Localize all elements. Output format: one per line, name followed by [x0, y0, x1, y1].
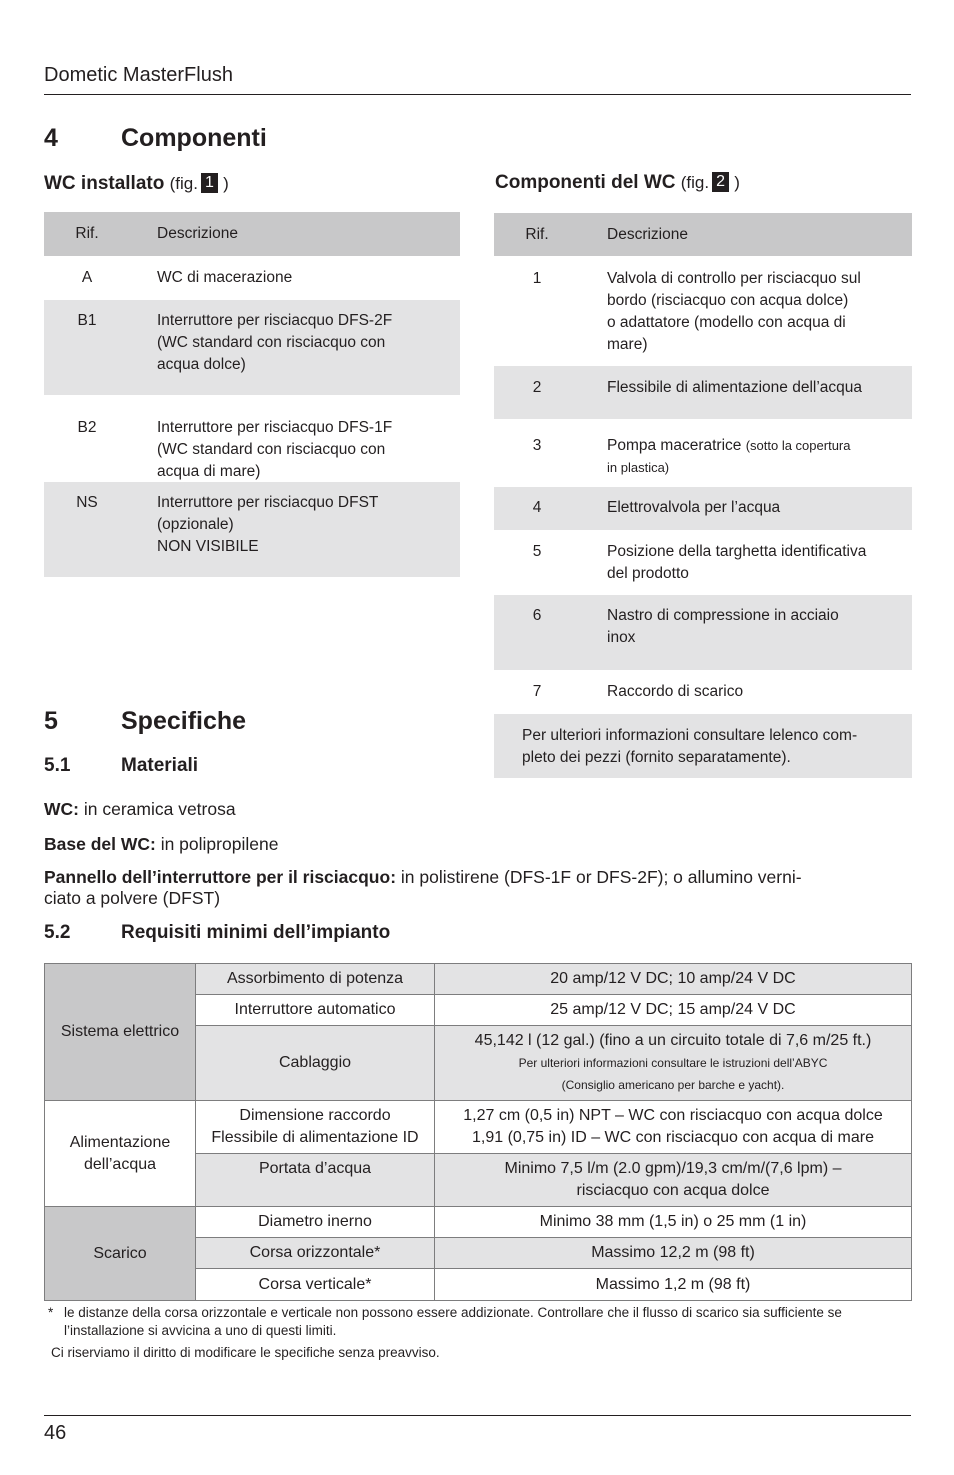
table-header — [494, 213, 912, 256]
spec-value: 45,142 l (12 gal.) (fino a un circuito totale di 7,6 m/25 ft.) Per ulteriori informazioni consultare le istruzioni dell’ABYC (Consiglio americano per barche e yacht). — [435, 1026, 912, 1101]
row-desc: Valvola di controllo per risciacquo sul bordo (risciacquo con acqua dolce) o adattatore (modello con acqua di mare) — [607, 270, 861, 353]
table-row — [494, 670, 912, 714]
spec-label: Dimensione raccordo Flessibile di alimentazione ID — [196, 1101, 435, 1154]
table-row — [494, 366, 912, 419]
fig-prefix: (fig. — [169, 174, 198, 193]
fig-prefix: (fig. — [680, 173, 710, 192]
row-ref: 5 — [532, 543, 542, 560]
table-row — [494, 487, 912, 530]
table-row — [45, 1207, 912, 1238]
footer-rule — [44, 1415, 911, 1416]
spec-label: Corsa orizzontale* — [196, 1238, 435, 1269]
subsection-5-2-heading: 5.2 Requisiti minimi dell’impianto — [44, 922, 391, 943]
table-row — [494, 256, 912, 366]
row-ref: B1 — [77, 312, 97, 329]
parts-heading — [495, 172, 740, 194]
installed-title: WC installato — [44, 173, 165, 194]
fig-suffix: ) — [734, 173, 740, 192]
spec-value: Massimo 12,2 m (98 ft) — [435, 1238, 912, 1269]
table-row — [44, 395, 460, 482]
row-ref: 1 — [532, 270, 542, 287]
row-desc: WC di macerazione — [157, 269, 293, 286]
row-desc: Nastro di compressione in acciaio inox — [607, 607, 839, 646]
installed-heading — [44, 173, 229, 195]
spec-value: Massimo 1,2 m (98 ft) — [435, 1269, 912, 1301]
row-ref: NS — [76, 494, 98, 511]
section-number: 5 — [44, 707, 58, 735]
specs-table — [44, 963, 912, 1301]
col-desc: Descrizione — [157, 225, 238, 242]
row-desc: Posizione della targhetta identificativa del prodotto — [607, 543, 867, 582]
spec-value: Minimo 7,5 l/m (2.0 gpm)/19,3 cm/m/(7,6 lpm) – risciacquo con acqua dolce — [435, 1154, 912, 1207]
group-drain: Scarico — [45, 1207, 196, 1301]
table-row — [45, 964, 912, 995]
table-row — [494, 530, 912, 595]
row-desc: Interruttore per risciacquo DFS-1F (WC standard con risciacquo con acqua di mare) — [157, 419, 393, 480]
section-5-heading — [44, 707, 444, 739]
row-ref: 6 — [532, 607, 542, 624]
parts-table — [494, 213, 912, 778]
group-water: Alimentazione dell’acqua — [45, 1101, 196, 1207]
spec-label: Assorbimento di potenza — [196, 964, 435, 995]
section-number: 4 — [44, 124, 58, 152]
table-row — [45, 1101, 912, 1154]
spec-label: Diametro inerno — [196, 1207, 435, 1238]
table-row — [494, 595, 912, 670]
subsection-5-1-heading: 5.1 Materiali — [44, 755, 199, 776]
row-desc: Flessibile di alimentazione dell’acqua — [607, 379, 863, 396]
spec-value: 1,27 cm (0,5 in) NPT – WC con risciacquo con acqua dolce 1,91 (0,75 in) ID – WC con risciacquo con acqua di mare — [435, 1101, 912, 1154]
row-ref: B2 — [77, 419, 97, 436]
header-brand: Dometic MasterFlush — [44, 64, 233, 86]
group-electrical: Sistema elettrico — [45, 964, 196, 1101]
fig-number-badge: 1 — [201, 173, 218, 193]
footnote: * le distanze della corsa orizzontale e verticale non possono essere addizionate. Controllare che il flusso di scarico sia sufficiente se l’installazione si avvicina a uno di questi limiti. — [48, 1305, 842, 1338]
fig-number-badge: 2 — [712, 172, 729, 192]
spec-value: 25 amp/12 V DC; 15 amp/24 V DC — [435, 995, 912, 1026]
col-ref: Rif. — [75, 225, 99, 242]
spec-label: Cablaggio — [196, 1026, 435, 1101]
table-row — [494, 419, 912, 487]
fig-suffix: ) — [223, 174, 229, 193]
row-desc: Pompa maceratrice (sotto la copertura in plastica) — [607, 437, 851, 475]
installed-table — [44, 212, 460, 577]
col-desc: Descrizione — [607, 226, 688, 243]
spec-value: 20 amp/12 V DC; 10 amp/24 V DC — [435, 964, 912, 995]
table-header — [44, 212, 460, 256]
material-panel: Pannello dell’interruttore per il risciacquo: in polistirene (DFS-1F or DFS-2F); o allumino verni- ciato a polvere (DFST) — [44, 867, 802, 908]
spec-label: Interruttore automatico — [196, 995, 435, 1026]
disclaimer: Ci riserviamo il diritto di modificare le specifiche senza preavviso. — [51, 1345, 440, 1360]
material-wc: WC: in ceramica vetrosa — [44, 799, 236, 819]
section-title: Componenti — [121, 124, 267, 152]
row-ref: 4 — [532, 499, 542, 516]
spec-value: Minimo 38 mm (1,5 in) o 25 mm (1 in) — [435, 1207, 912, 1238]
parts-title: Componenti del WC — [495, 172, 676, 193]
table-row — [44, 482, 460, 577]
col-ref: Rif. — [525, 226, 549, 243]
row-desc: Raccordo di scarico — [607, 683, 744, 700]
material-base: Base del WC: in polipropilene — [44, 834, 279, 854]
table-row — [44, 300, 460, 395]
page-number: 46 — [44, 1422, 67, 1444]
row-desc: Interruttore per risciacquo DFST (opzionale) NON VISIBILE — [157, 494, 379, 555]
spec-label: Portata d’acqua — [196, 1154, 435, 1207]
table-note: Per ulteriori informazioni consultare lelenco com- pleto dei pezzi (fornito separatamente). — [494, 714, 912, 778]
header-rule — [44, 94, 911, 95]
row-ref: 7 — [532, 683, 542, 700]
row-desc: Elettrovalvola per l’acqua — [607, 499, 781, 516]
row-ref: 2 — [532, 379, 542, 396]
section-4-heading — [44, 124, 444, 156]
table-row — [44, 256, 460, 300]
row-ref: 3 — [532, 437, 542, 454]
section-title: Specifiche — [121, 707, 247, 735]
row-ref: A — [81, 269, 93, 286]
spec-label: Corsa verticale* — [196, 1269, 435, 1301]
row-desc: Interruttore per risciacquo DFS-2F (WC standard con risciacquo con acqua dolce) — [157, 312, 393, 373]
